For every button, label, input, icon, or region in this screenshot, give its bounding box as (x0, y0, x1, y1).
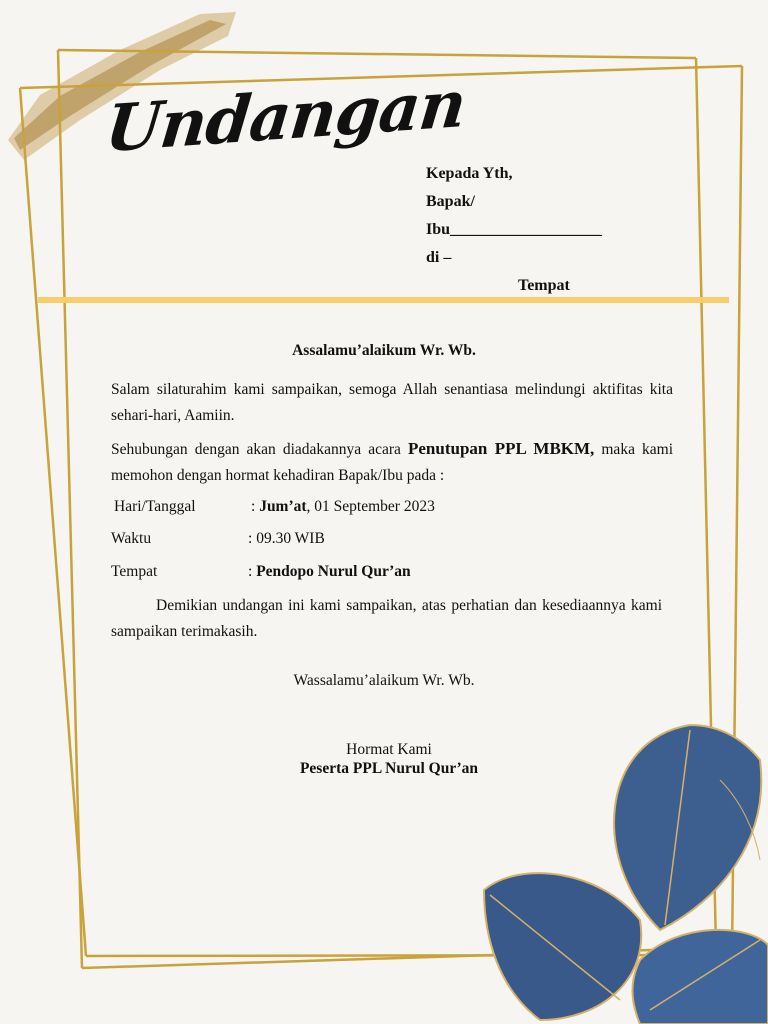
paragraph-opening: Salam silaturahim kami sampaikan, semoga Allah senantiasa melindungi aktifitas kita sehari-hari, Aamiin. (111, 381, 673, 424)
invitation-title: Undangan (102, 66, 469, 168)
detail-label: Hari/Tanggal (114, 498, 196, 515)
signature-line1: Hormat Kami (346, 741, 432, 758)
detail-label: Waktu (111, 530, 152, 547)
detail-value: Pendopo Nurul Qur’an (256, 563, 411, 580)
detail-row-place (111, 563, 411, 581)
detail-separator: : (248, 563, 257, 580)
paragraph-event (111, 436, 673, 489)
detail-separator: : (251, 498, 260, 515)
detail-label: Tempat (111, 563, 158, 580)
header-divider (38, 297, 729, 303)
detail-row-time (111, 530, 325, 548)
event-name: Penutupan PPL MBKM, (407, 439, 595, 458)
opening-greeting: Assalamu’alaikum Wr. Wb. (292, 342, 476, 359)
signature-line2: Peserta PPL Nurul Qur’an (299, 760, 479, 777)
detail-value: 09.30 WIB (256, 530, 325, 547)
recipient-line: Bapak/ (426, 193, 475, 210)
recipient-line: Ibu___________________ (426, 221, 603, 238)
paragraph-text: Sehubungan dengan akan diadakannya acara (111, 441, 408, 458)
detail-value: , 01 September 2023 (306, 498, 435, 515)
detail-row-date (114, 498, 435, 516)
paragraph-text: maka kami memohon dengan hormat kehadiran Bapak/Ibu pada : (111, 441, 674, 484)
detail-separator: : (248, 530, 257, 547)
recipient-line: di – (426, 249, 452, 266)
recipient-line: Tempat (518, 277, 570, 294)
detail-value-day: Jum’at (259, 498, 307, 515)
recipient-line: Kepada Yth, (426, 165, 513, 182)
closing-greeting: Wassalamu’alaikum Wr. Wb. (293, 672, 475, 689)
recipient-block (426, 160, 602, 300)
paragraph-closing: Demikian undangan ini kami sampaikan, atas perhatian dan kesediaannya kami sampaikan terimakasih. (111, 597, 662, 640)
